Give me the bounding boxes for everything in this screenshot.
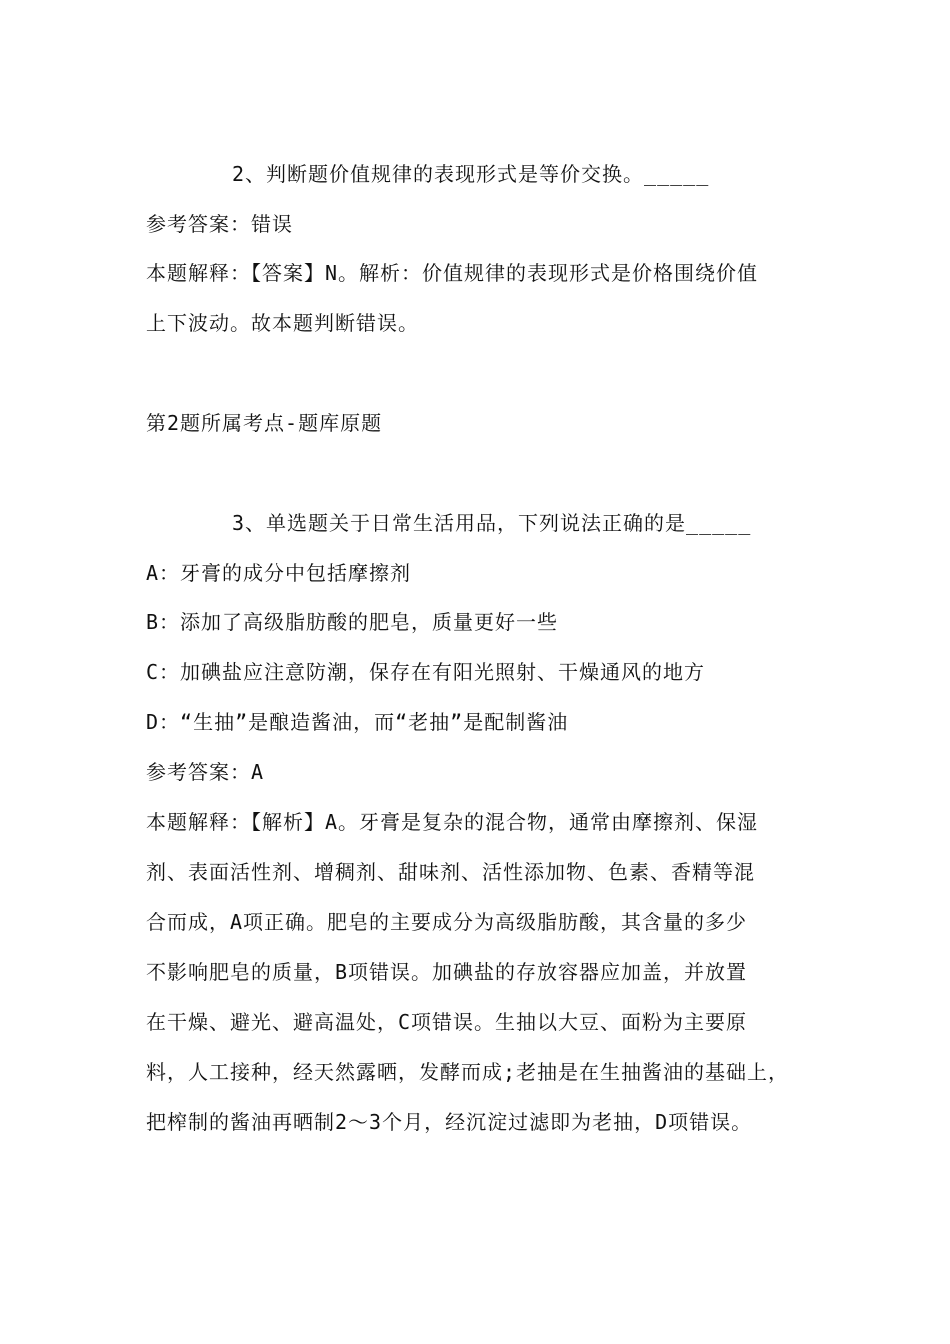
question-3-explanation-line: 本题解释：【解析】A。牙膏是复杂的混合物，通常由摩擦剂、保湿 (146, 810, 759, 834)
question-3-option-b: B：添加了高级脂肪酸的肥皂，质量更好一些 (146, 610, 559, 634)
question-2-explanation-line: 本题解释：【答案】N。解析：价值规律的表现形式是价格围绕价值 (146, 261, 759, 285)
question-3-option-d: D：“生抽”是酿造酱油，而“老抽”是配制酱油 (146, 710, 569, 734)
question-3-explanation-line: 合而成，A项正确。肥皂的主要成分为高级脂肪酸，其含量的多少 (146, 910, 748, 934)
question-3-answer: 参考答案：A (146, 760, 265, 784)
question-3-explanation-line: 剂、表面活性剂、增稠剂、甜味剂、活性添加物、色素、香精等混 (146, 860, 755, 884)
question-3-option-c: C：加碘盐应注意防潮，保存在有阳光照射、干燥通风的地方 (146, 660, 706, 684)
question-2-stem: 2、判断题价值规律的表现形式是等价交换。_____ (232, 162, 710, 186)
question-3-stem: 3、单选题关于日常生活用品，下列说法正确的是_____ (232, 511, 752, 535)
question-3-explanation-line: 在干燥、避光、避高温处，C项错误。生抽以大豆、面粉为主要原 (146, 1010, 748, 1034)
question-3-explanation-line: 把榨制的酱油再晒制2～3个月，经沉淀过滤即为老抽，D项错误。 (146, 1110, 753, 1134)
question-3-explanation-line: 不影响肥皂的质量，B项错误。加碘盐的存放容器应加盖，并放置 (146, 960, 748, 984)
question-3-explanation-line: 料，人工接种，经天然露晒，发酵而成;老抽是在生抽酱油的基础上， (146, 1060, 790, 1084)
question-2-explanation-line: 上下波动。故本题判断错误。 (146, 311, 419, 335)
question-3-option-a: A：牙膏的成分中包括摩擦剂 (146, 561, 412, 585)
question-2-answer: 参考答案：错误 (146, 212, 293, 236)
question-2-knowledge-point: 第2题所属考点-题库原题 (146, 411, 383, 435)
